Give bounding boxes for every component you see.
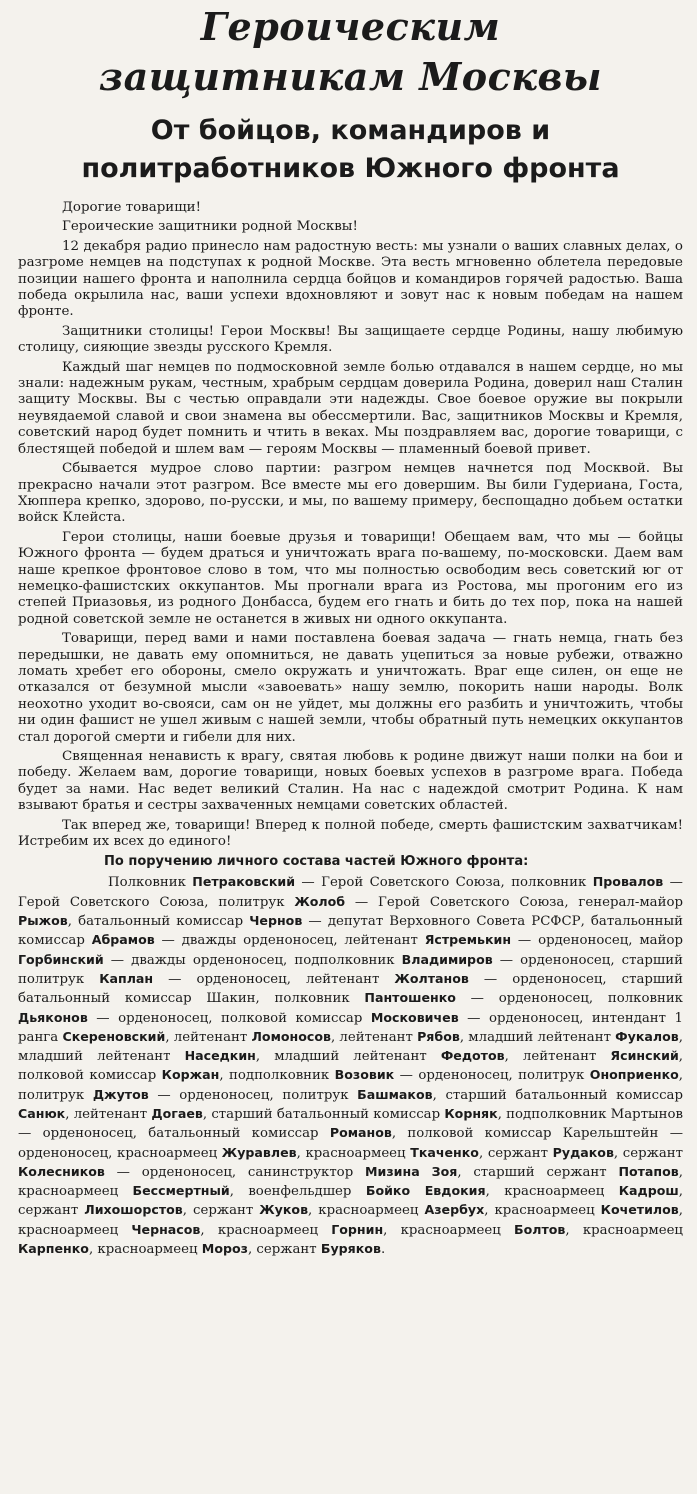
signature-text: — орденоносец, полковой комиссар xyxy=(87,1010,371,1026)
signatory-name: Абрамов xyxy=(91,932,155,948)
signature-heading: По поручению личного состава частей Южного фронта: xyxy=(104,854,529,870)
signatory-name: Ястремькин xyxy=(424,932,512,948)
signature-text: , батальонный комиссар xyxy=(67,914,250,930)
signature-text: , полковой комиссар xyxy=(18,1049,684,1084)
signature-text: , лейтенант xyxy=(504,1049,611,1065)
signature-text: , красноармеец xyxy=(383,1222,514,1238)
signatory-name: Мороз xyxy=(201,1241,248,1257)
signatory-name: Оноприенко xyxy=(589,1067,679,1083)
signatory-name: Наседкин xyxy=(184,1048,256,1064)
signature-text: , красноармеец xyxy=(296,1145,411,1161)
signatory-name: Скереновский xyxy=(62,1028,166,1044)
signatory-name: Дьяконов xyxy=(18,1009,88,1025)
signature-text: Полковник xyxy=(108,875,193,891)
signatory-name: Горбинский xyxy=(18,951,104,967)
subheadline-line-2: политработников Южного фронта xyxy=(81,153,620,184)
signature-text: , политрук xyxy=(18,1068,684,1103)
signatory-name: Башмаков xyxy=(357,1086,433,1102)
signatory-name: Буряков xyxy=(320,1241,381,1257)
headline-line-1: Героическим xyxy=(200,4,501,49)
signatory-name: Ясинский xyxy=(610,1048,679,1064)
article-paragraph: Каждый шаг немцев по подмосковной земле болью отдавался в нашем сердце, но мы знали: надежным рукам, честным, храбрым сердцам доверила Родина, доверил наш Сталин защиту Москвы. Вы с честью оправдали эти надежды. Свое боевое оружие вы покрыли неувядаемой славой и свои знамена вы обессмертили. Вас, защитников Москвы и Кремля, советский народ будет помнить и чтить в веках. Мы поздравляем вас, дорогие товарищи, с блестящей победой и шлем вам — героям Москвы — пламенный боевой привет. xyxy=(18,359,683,457)
signature-text: , сержант xyxy=(182,1203,260,1219)
signatory-name: Чернов xyxy=(249,913,303,929)
signatory-name: Корняк xyxy=(444,1106,498,1121)
article-paragraph: Так вперед же, товарищи! Вперед к полной победе, смерть фашистским захватчикам! Истребим их всех до единого! xyxy=(18,817,683,850)
signatory-name: Провалов xyxy=(592,874,664,890)
signature-text: , лейтенант xyxy=(330,1029,418,1045)
signatory-name: Карпенко xyxy=(18,1241,89,1257)
greeting-line: Героические защитники родной Москвы! xyxy=(62,219,358,235)
signatory-name: Жуков xyxy=(259,1202,309,1218)
signatory-name: Горнин xyxy=(331,1221,384,1237)
signature-text: — орденоносец, лейтенант xyxy=(153,971,395,987)
signatory-name: Бессмертный xyxy=(132,1183,230,1199)
signatory-name: Каплан xyxy=(99,970,154,986)
signature-text: — орденоносец, санинструктор xyxy=(104,1164,365,1180)
signatory-name: Рудаков xyxy=(552,1144,614,1160)
signature-text: , старший сержант xyxy=(457,1164,619,1180)
signature-text: — орденоносец, майор xyxy=(511,933,683,949)
signatory-name: Азербух xyxy=(424,1202,485,1218)
signatory-name: Фукалов xyxy=(615,1028,679,1044)
signature-text: , сержант xyxy=(613,1145,683,1161)
signatory-name: Петраковский xyxy=(192,874,296,890)
signature-text: , подполковник xyxy=(219,1068,335,1084)
signature-text: , старший батальонный комиссар xyxy=(432,1087,683,1103)
signatory-name: Джутов xyxy=(92,1086,149,1102)
signature-text: , красноармеец xyxy=(200,1222,332,1238)
article-paragraph: Сбывается мудрое слово партии: разгром немцев начнется под Москвой. Вы прекрасно начали этот разгром. Все вместе мы его довершим. Вы били Гудериана, Госта, Хюппера крепко, здорово, по-русски, и мы, по вашему примеру, беспощадно добьем остатки войск Клейста. xyxy=(18,461,683,526)
signature-text: , красноармеец xyxy=(88,1242,202,1258)
signature-text: — депутат Верховного Совета РСФСР, батальонный комиссар xyxy=(18,914,683,949)
signature-text: , лейтенант xyxy=(65,1107,152,1122)
signature-text: , красноармеец xyxy=(18,1203,684,1238)
signature-text: — орденоносец, политрук xyxy=(148,1087,358,1103)
signature-text: — орденоносец, интендант 1 ранга xyxy=(18,1010,683,1045)
subheadline-line-1: От бойцов, командиров и xyxy=(150,115,551,146)
signatory-name: Бойко Евдокия xyxy=(365,1183,486,1199)
signatory-name: Рыжов xyxy=(18,913,68,929)
signature-text: , лейтенант xyxy=(165,1029,252,1045)
signatory-name: Пантошенко xyxy=(364,990,456,1006)
signatory-name: Жолоб xyxy=(294,893,346,909)
signature-text: , младший лейтенант xyxy=(18,1029,683,1065)
signatory-name: Жолтанов xyxy=(394,970,469,986)
article-paragraph: Священная ненависть к врагу, святая любовь к родине движут наши полки на бои и победу. Желаем вам, дорогие товарищи, новых боевых успехов в разгроме врага. Победа будет за нами. Нас ведет великий Сталин. На нас с надеждой смотрит Родина. К нам взывают братья и сестры захваченных немцами советских областей. xyxy=(18,749,683,814)
signature-text: , младший лейтенант xyxy=(459,1029,616,1045)
signature-text: . xyxy=(380,1242,386,1258)
signatory-name: Ткаченко xyxy=(410,1144,479,1160)
signatory-name: Рябов xyxy=(417,1028,460,1044)
signature-text: — орденоносец, старший батальонный комиссар Шакин, полковник xyxy=(18,971,683,1007)
signature-text: — орденоносец, полковник xyxy=(455,991,683,1007)
signature-text: , старший батальонный комиссар xyxy=(202,1107,445,1122)
signatory-name: Болтов xyxy=(513,1221,566,1237)
signature-text: , военфельдшер xyxy=(229,1184,366,1200)
signature-text: , сержант xyxy=(478,1145,553,1161)
article-paragraph: Герои столицы, наши боевые друзья и товарищи! Обещаем вам, что мы — бойцы Южного фронта — будем драться и уничтожать врага по-вашему, по-московски. Даем вам наше крепкое фронтовое слово в том, что мы полностью освободим весь советский юг от немецко-фашистских оккупантов. Мы прогнали врага из Ростова, мы прогоним его из степей Приазовья, из родного Донбасса, будем его гнать и бить до тех пор, пока на нашей родной советской земле не останется в живых ни одного оккупанта. xyxy=(18,529,683,627)
signature-list xyxy=(18,873,683,1259)
signature-text: , младший лейтенант xyxy=(255,1049,441,1065)
signature-text: , полковой комиссар Карельштейн — орденоносец, красноармеец xyxy=(18,1126,683,1161)
signature-text: — дважды орденоносец, подполковник xyxy=(103,952,402,968)
signatory-name: Возовик xyxy=(334,1067,395,1083)
signatory-name: Владимиров xyxy=(401,951,493,967)
signatory-name: Федотов xyxy=(440,1048,505,1064)
article-body xyxy=(18,200,683,1259)
signature-text: — Герой Советского Союза, полковник xyxy=(295,875,593,891)
signatory-name: Ломоносов xyxy=(251,1028,331,1044)
signatory-name: Коржан xyxy=(161,1067,220,1083)
signatory-name: Мизина Зоя xyxy=(365,1163,458,1179)
headline-line-2: защитникам Москвы xyxy=(98,54,603,99)
signature-text: , красноармеец xyxy=(18,1164,683,1200)
signature-text: , красноармеец xyxy=(485,1184,619,1200)
signature-text: — дважды орденоносец, лейтенант xyxy=(154,933,425,949)
signatory-name: Романов xyxy=(329,1125,392,1141)
signatory-name: Журавлев xyxy=(221,1144,297,1160)
signatory-name: Чернасов xyxy=(131,1221,201,1237)
signatory-name: Кочетилов xyxy=(600,1202,679,1218)
signatory-name: Догаев xyxy=(151,1106,203,1121)
article-paragraph: Товарищи, перед вами и нами поставлена боевая задача — гнать немца, гнать без передышки, не давать ему опомниться, не давать уцепиться за новые рубежи, отважно ломать хребет его обороны, смело окружать и уничтожать. Враг еще силен, он еще не отказался от безумной мысли «завоевать» нашу землю, покорить наши народы. Волк неохотно уходит во-свояси, сам он не уйдет, мы должны его разбить и уничтожить, чтобы ни один фашист не ушел живым с нашей земли, чтобы обратный путь немецких оккупантов стал дорогой смерти и гибели для них. xyxy=(18,631,683,745)
signature-text: — Герой Советского Союза, политрук xyxy=(18,875,683,910)
signatory-name: Лихошорстов xyxy=(84,1202,183,1218)
signatory-name: Потапов xyxy=(618,1163,679,1179)
signature-text: , красноармеец xyxy=(484,1203,601,1219)
signature-text: , красноармеец xyxy=(308,1203,425,1219)
signature-text: , подполковник Мартынов — орденоносец, батальонный комиссар xyxy=(18,1107,683,1142)
article-paragraph: Защитники столицы! Герои Москвы! Вы защищаете сердце Родины, нашу любимую столицу, сияющие звезды русского Кремля. xyxy=(18,323,683,356)
signatory-name: Московичев xyxy=(370,1009,459,1025)
greeting-line: Дорогие товарищи! xyxy=(62,200,201,215)
signatory-name: Кадрош xyxy=(618,1183,679,1199)
article-paragraph: 12 декабря радио принесло нам радостную весть: мы узнали о ваших славных делах, о разгроме немцев на подступах к родной Москве. Эта весть мгновенно облетела передовые позиции нашего фронта и наполнила сердца бойцов и командиров горячей радостью. Ваша победа окрылила нас, ваши успехи вдохновляют и зовут нас к новым победам на нашем фронте. xyxy=(18,238,683,320)
signature-text: , красноармеец xyxy=(565,1222,683,1238)
signatory-name: Санюк xyxy=(18,1106,66,1121)
signature-text: , сержант xyxy=(18,1184,683,1219)
signature-text: , сержант xyxy=(247,1242,321,1258)
signature-text: — орденоносец, старший политрук xyxy=(18,952,683,987)
signature-text: — орденоносец, политрук xyxy=(394,1068,590,1084)
signature-text: — Герой Советского Союза, генерал-майор xyxy=(345,894,683,910)
signatory-name: Колесников xyxy=(18,1163,105,1179)
